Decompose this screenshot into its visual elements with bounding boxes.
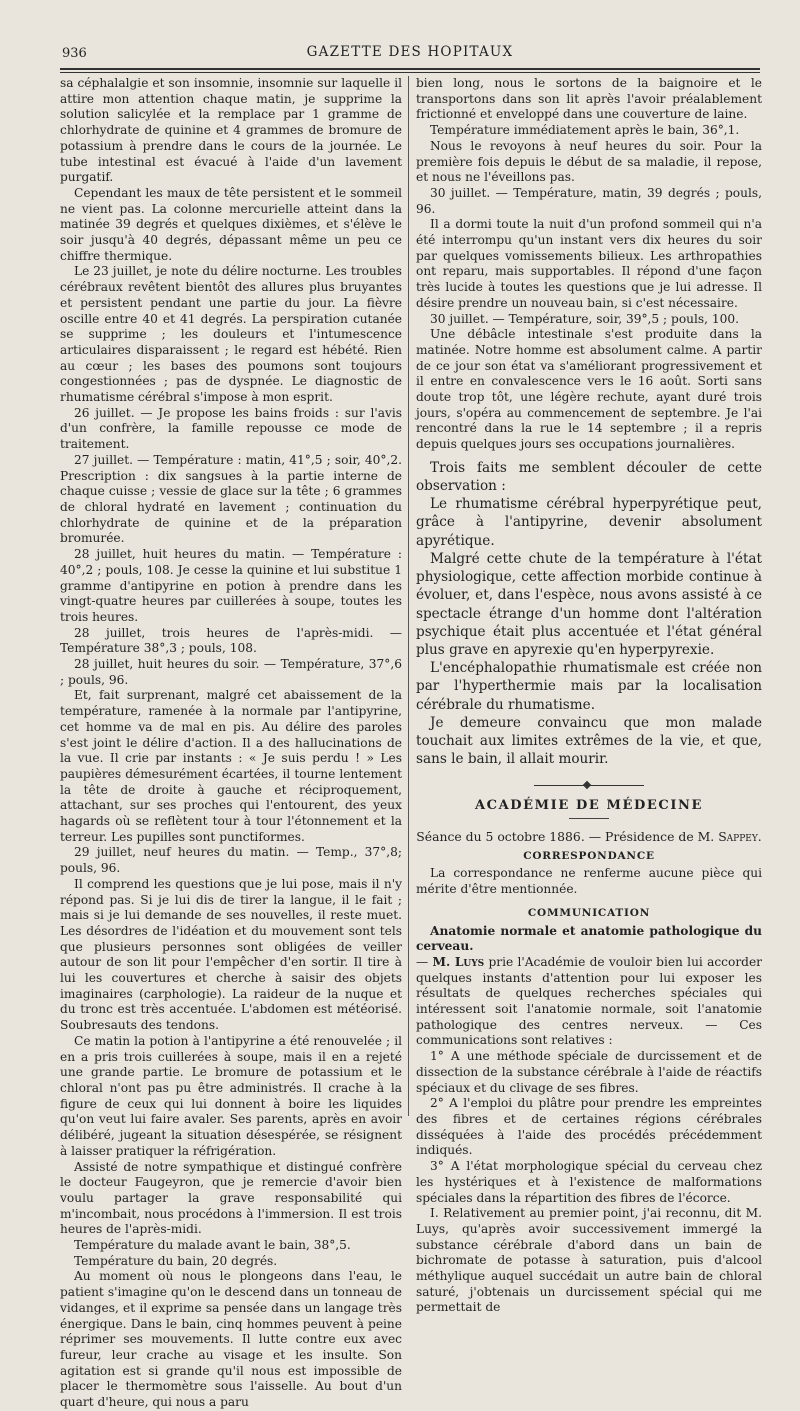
right-column (416, 76, 762, 1316)
paragraph: Température du malade avant le bain, 38°,5. (74, 1238, 351, 1253)
paragraph: Il a dormi toute la nuit d'un profond sommeil qui n'a été interrompu qu'un instant vers dix heures du soir par quelques vomissements bilieux. Les arthropathies ont reparu, mais supportables. Il répond d'une façon très lucide à toutes les questions que je lui adresse. Il désire prendre un nouveau bain, si c'est nécessaire. (416, 217, 762, 310)
conclusion-paragraph: Trois faits me semblent découler de cette observation : (416, 459, 762, 495)
paragraph: Il comprend les questions que je lui pose, mais il n'y répond pas. Si je lui dis de tirer la langue, il le fait ; mais si je lui demande de ses nouvelles, il reste muet. Les désordres de l'idéation et du mouvement sont tels que plusieurs personnes sont obligées de veiller autour de son lit pour l'empêcher d'en sortir. Il tire à lui les couvertures et cherche à saisir des objets imaginaires (carphologie). La raideur de la nuque et du tronc est très accentuée. L'abdomen est météorisé. Soubresauts des tendons. (60, 876, 402, 1033)
paragraph: Une débâcle intestinale s'est produite dans la matinée. Notre homme est absolument calme. A partir de ce jour son état va s'améliorant progressivement et il entre en convalescence vers le 16 août. Sorti sans doute trop tôt, une légère rechute, ayant duré trois jours, s'opéra au commencement de septembre. Je l'ai rencontré dans la rue le 14 septembre ; il a repris depuis quelques jours ses occupations journalières. (416, 327, 762, 452)
paragraph: Température immédiatement après le bain, 36°,1. (430, 123, 740, 138)
paragraph: I. Relativement au premier point, j'ai reconnu, dit M. Luys, qu'après avoir successivement immergé la substance cérébrale d'abord dans un bain de bichromate de potasse à saturation, puis d'alcool méthylique auquel succédait un autre bain de chloral saturé, j'obtenais un durcissement spécial qui me permettait de (416, 1206, 762, 1315)
paragraph: 1° A une méthode spéciale de durcissement et de dissection de la substance cérébrale à l'aide de réactifs spéciaux et du clivage de ses fibres. (416, 1049, 762, 1095)
seance-prefix: Séance du 5 octobre 1886. — Présidence de M. (416, 829, 715, 845)
subsection-title: COMMUNICATION (527, 906, 651, 919)
paragraph: 28 juillet, huit heures du matin. — Température : 40°,2 ; pouls, 108. Je cesse la quinine et lui substitue 1 gramme d'antipyrine en potion à prendre dans les vingt-quatre heures par cuillerées à soupe, toutes les trois heures. (60, 547, 402, 624)
paragraph: 27 juillet. — Température : matin, 41°,5 ; soir, 40°,2. Prescription : dix sangsues à la partie interne de chaque cuisse ; vessie de glace sur la tête ; 6 grammes de chloral hydraté en lavement ; continuation du chlorhydrate de quinine et de la préparation bromurée. (60, 452, 402, 546)
page-header (60, 42, 760, 64)
paragraph: sa céphalalgie et son insomnie, insomnie sur laquelle il attire mon attention chaque matin, je supprime la solution salicylée et la remplace par 1 gramme de chlorhydrate de quinine et 4 grammes de bromure de potassium à prendre dans le cours de la journée. Le tube intestinal est évacué à l'aide d'un lavement purgatif. (60, 76, 402, 185)
paragraph: 3° A l'état morphologique spécial du cerveau chez les hystériques et à l'existence de malformations spéciales dans la répartition des fibres de l'écorce. (416, 1159, 762, 1205)
conclusion-paragraph: Le rhumatisme cérébral hyperpyrétique peut, grâce à l'antipyrine, devenir absolument apyrétique. (416, 496, 762, 549)
ornament-diamond (583, 781, 591, 789)
subsection-title: CORRESPONDANCE (523, 849, 655, 862)
ornament-divider (534, 782, 644, 790)
header-rule-thin (60, 72, 760, 73)
communication-intro-line: — M. Luys prie l'Académie de vouloir bien lui accorder quelques instants d'attention pour lui exposer les résultats de quelques recherches spéciales qui intéressent soit l'anatomie normale, soit l'anatomie pathologique des centres nerveux. — Ces communications sont relatives : (416, 954, 763, 1048)
communication-head: Anatomie normale et anatomie pathologique du cerveau. (416, 923, 762, 954)
short-rule (569, 818, 609, 819)
page-number: 936 (62, 46, 87, 61)
communication-head-line (416, 924, 762, 955)
communication-author: M. Luys (432, 954, 485, 969)
paragraph: 2° A l'emploi du plâtre pour prendre les empreintes des fibres et de certaines régions cérébrales disséquées à l'aide des procédés précédemment indiqués. (416, 1096, 762, 1158)
seance-line (416, 829, 762, 845)
paragraph: Température du bain, 20 degrés. (74, 1253, 278, 1268)
conclusion-paragraph: Malgré cette chute de la température à l'état physiologique, cette affection morbide continue à évoluer, et, dans l'espèce, nous avons assisté à ce spectacle étrange d'un homme dont l'altération psychique était plus accentuée et l'état général plus grave en apyrexie qu'en hyperpyrexie. (416, 550, 762, 658)
paragraph: 30 juillet. — Température, matin, 39 degrés ; pouls, 96. (416, 185, 762, 216)
paragraph: 26 juillet. — Je propose les bains froids : sur l'avis d'un confrère, la famille repousse ce mode de traitement. (60, 405, 402, 452)
section-title: ACADÉMIE DE MÉDECINE (474, 798, 703, 814)
paragraph: 28 juillet, trois heures de l'après-midi. — Température 38°,3 ; pouls, 108. (60, 625, 402, 656)
paragraph: Le 23 juillet, je note du délire nocturne. Les troubles cérébraux revêtent bientôt des allures plus bruyantes et persistent pendant une partie du jour. La fièvre oscille entre 40 et 41 degrés. La perspiration cutanée se supprime ; les douleurs et l'intumescence articulaires disparaissent ; le regard est hébété. Rien au cœur ; les bases des poumons sont toujours congestionnées ; pas de dyspnée. Le diagnostic de rhumatisme cérébral s'impose à mon esprit. (60, 264, 402, 405)
column-divider (408, 76, 409, 1116)
paragraph: Assisté de notre sympathique et distingué confrère le docteur Faugeyron, que je remercie d'avoir bien voulu partager la grave responsabilité qui m'incombait, nous procédons à l'immersion. Il est trois heures de l'après-midi. (60, 1159, 402, 1237)
left-column (60, 76, 402, 1411)
paragraph: Au moment où nous le plongeons dans l'eau, le patient s'imagine qu'on le descend dans un tonneau de vidanges, et il exprime sa pensée dans un langage très énergique. Dans le bain, cinq hommes peuvent à peine réprimer ses mouvements. Il lutte contre eux avec fureur, leur crache au visage et les insulte. Son agitation est si grande qu'il nous est impossible de placer le thermomètre sous l'aisselle. Au bout d'un quart d'heure, qui nous a paru (60, 1269, 402, 1410)
paragraph: Cependant les maux de tête persistent et le sommeil ne vient pas. La colonne mercurielle atteint dans la matinée 39 degrés et quelques dixièmes, et s'élève le soir jusqu'à 40 degrés, dépassant même un peu ce chiffre thermique. (60, 185, 402, 263)
running-title: GAZETTE DES HOPITAUX (306, 44, 514, 60)
conclusion-paragraph: L'encéphalopathie rhumatismale est créée non par l'hyperthermie mais par la localisation cérébrale du rhumatisme. (416, 660, 762, 713)
paragraph: Ce matin la potion à l'antipyrine a été renouvelée ; il en a pris trois cuillerées à soupe, mais il en a rejeté une grande partie. Le bromure de potassium et le chloral n'ont pas pu être administrés. Il crache à la figure de ceux qui lui donnent à boire les liquides qu'on veut lui faire avaler. Ses parents, après en avoir délibéré, jugeant la situation désespérée, se résignent à laisser pratiquer la réfrigération. (60, 1033, 402, 1158)
paragraph: 29 juillet, neuf heures du matin. — Temp., 37°,8; pouls, 96. (60, 845, 402, 876)
paragraph: Nous le revoyons à neuf heures du soir. Pour la première fois depuis le début de sa maladie, il repose, et nous ne l'éveillons pas. (416, 138, 762, 185)
communication-intro: prie l'Académie de vouloir bien lui accorder quelques instants d'attention pour lui exposer les résultats de quelques recherches spéciales qui intéressent soit l'anatomie normale, soit l'anatomie pathologique des centres nerveux. — Ces communications sont relatives : (416, 954, 763, 1048)
paragraph: Et, fait surprenant, malgré cet abaissement de la température, ramenée à la normale par l'antipyrine, cet homme va de mal en pis. Au délire des paroles s'est joint le délire d'action. Il a des hallucinations de la vue. Il crie par instants : « Je suis perdu ! » Les paupières démesurément écartées, il tourne lentement la tête de droite à gauche et réciproquement, attachant, sur ses proches qui l'entourent, des yeux hagards où se reflètent tour à tour l'étonnement et la terreur. Les pupilles sont punctiformes. (60, 688, 402, 844)
conclusions-block (416, 459, 762, 768)
president-name: Sappey. (718, 829, 762, 845)
paragraph: 30 juillet. — Température, soir, 39°,5 ; pouls, 100. (430, 311, 740, 326)
paragraph: 28 juillet, huit heures du soir. — Température, 37°,6 ; pouls, 96. (60, 657, 402, 687)
conclusion-paragraph: Je demeure convaincu que mon malade touchait aux limites extrêmes de la vie, et que, sans le bain, il allait mourir. (416, 714, 762, 768)
paragraph: La correspondance ne renferme aucune pièce qui mérite d'être mentionnée. (416, 866, 762, 897)
paragraph: bien long, nous le sortons de la baignoire et le transportons dans son lit après l'avoir préalablement frictionné et enveloppé dans une couverture de laine. (416, 76, 762, 122)
header-rule (60, 68, 760, 70)
